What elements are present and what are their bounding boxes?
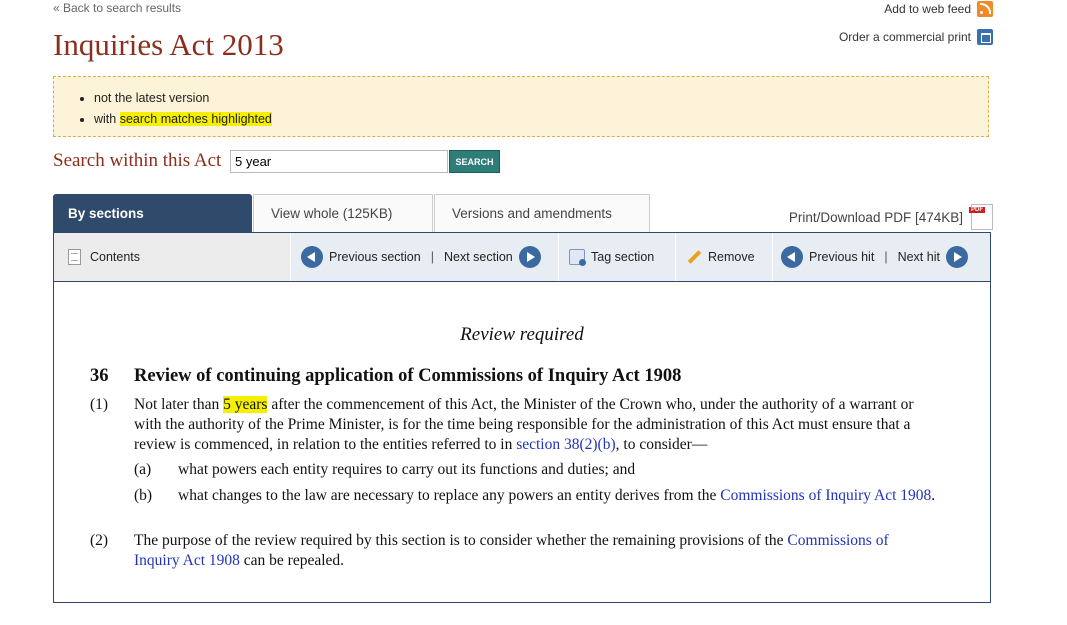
tab-versions-amendments[interactable]: Versions and amendments <box>434 194 650 232</box>
paragraph-a-number: (a) <box>134 461 152 478</box>
previous-hit-arrow-icon[interactable] <box>781 246 803 268</box>
search-within-label: Search within this Act <box>53 150 222 171</box>
contents-button[interactable] <box>54 233 291 281</box>
rss-icon <box>977 1 993 17</box>
tag-icon <box>569 249 585 265</box>
tag-section-button[interactable] <box>559 233 676 281</box>
commissions-of-inquiry-act-link[interactable]: Commissions of Inquiry Act 1908 <box>134 532 889 569</box>
next-hit-arrow-icon[interactable] <box>946 246 968 268</box>
next-section-arrow-icon[interactable] <box>519 246 541 268</box>
search-input[interactable] <box>230 150 448 173</box>
notice-item-prefix: with <box>94 112 120 126</box>
commercial-print-label: Order a commercial print <box>838 30 971 44</box>
paragraph-b-text: what changes to the law are necessary to replace any powers an entity derives from the Commissions of Inquiry Act 1908. <box>178 487 936 504</box>
tab-by-sections[interactable]: By sections <box>53 194 252 232</box>
section-38-link[interactable]: section 38(2)(b) <box>516 436 616 453</box>
pdf-label: Print/Download PDF [474KB] <box>788 209 963 225</box>
notice-item-not-latest: • not the latest version <box>94 88 988 109</box>
web-feed-link[interactable] <box>884 1 993 17</box>
commissions-of-inquiry-act-link[interactable]: Commissions of Inquiry Act 1908 <box>720 487 932 504</box>
notice-item-highlighted <box>94 109 988 130</box>
pencil-icon <box>686 249 702 265</box>
document-icon <box>68 249 81 265</box>
previous-section-arrow-icon[interactable] <box>301 246 323 268</box>
section-navigation <box>291 233 559 281</box>
previous-section-link[interactable]: Previous section <box>329 250 421 264</box>
next-section-link[interactable]: Next section <box>443 250 513 264</box>
hit-navigation <box>773 233 990 281</box>
remove-label: Remove <box>708 250 755 264</box>
print-download-pdf-link[interactable] <box>789 198 993 236</box>
section-heading: Review of continuing application of Commissions of Inquiry Act 1908 <box>134 366 682 386</box>
page-title: Inquiries Act 2013 <box>53 27 284 62</box>
paragraph-a-text: what powers each entity requires to carry out its functions and duties; and <box>178 461 636 478</box>
remove-highlight-button[interactable] <box>676 233 773 281</box>
review-required-heading: Review required <box>460 324 584 345</box>
search-hit-highlight: 5 years <box>223 396 268 413</box>
previous-hit-link[interactable]: Previous hit <box>809 250 875 264</box>
search-button[interactable]: SEARCH <box>449 150 500 173</box>
version-notice <box>53 76 989 137</box>
book-icon <box>977 29 993 45</box>
subsection-1-number: (1) <box>90 396 109 413</box>
subsection-1-text: Not later than 5 years after the commencement of this Act, the Minister of the Crown who, under the authority of a warrant or with the authority of the Prime Minister, is for the time being responsible for the administration of this Act must ensure that a review is commenced, in relation to the entities referred to in section 38(2)(b), to consider— <box>134 396 914 453</box>
contents-label: Contents <box>90 250 141 264</box>
pdf-icon <box>971 204 993 230</box>
web-feed-label: Add to web feed <box>884 2 971 16</box>
paragraph-b-number: (b) <box>134 487 153 504</box>
tag-section-label: Tag section <box>591 250 655 264</box>
subsection-2-text: The purpose of the review required by this section is to consider whether the remaining provisions of the Commissions of Inquiry Act 1908 can be repealed. <box>134 532 889 569</box>
act-content <box>53 282 991 603</box>
separator: | <box>430 250 434 264</box>
notice-highlight-text: search matches highlighted <box>119 112 272 126</box>
commercial-print-link[interactable] <box>839 29 993 45</box>
subsection-2-number: (2) <box>90 532 109 549</box>
section-number: 36 <box>90 366 109 386</box>
tab-view-whole[interactable]: View whole (125KB) <box>253 194 433 232</box>
back-to-search-results-link[interactable]: « Back to search results <box>53 1 182 15</box>
next-hit-link[interactable]: Next hit <box>897 250 940 264</box>
separator: | <box>884 250 888 264</box>
section-toolbar <box>53 232 991 282</box>
